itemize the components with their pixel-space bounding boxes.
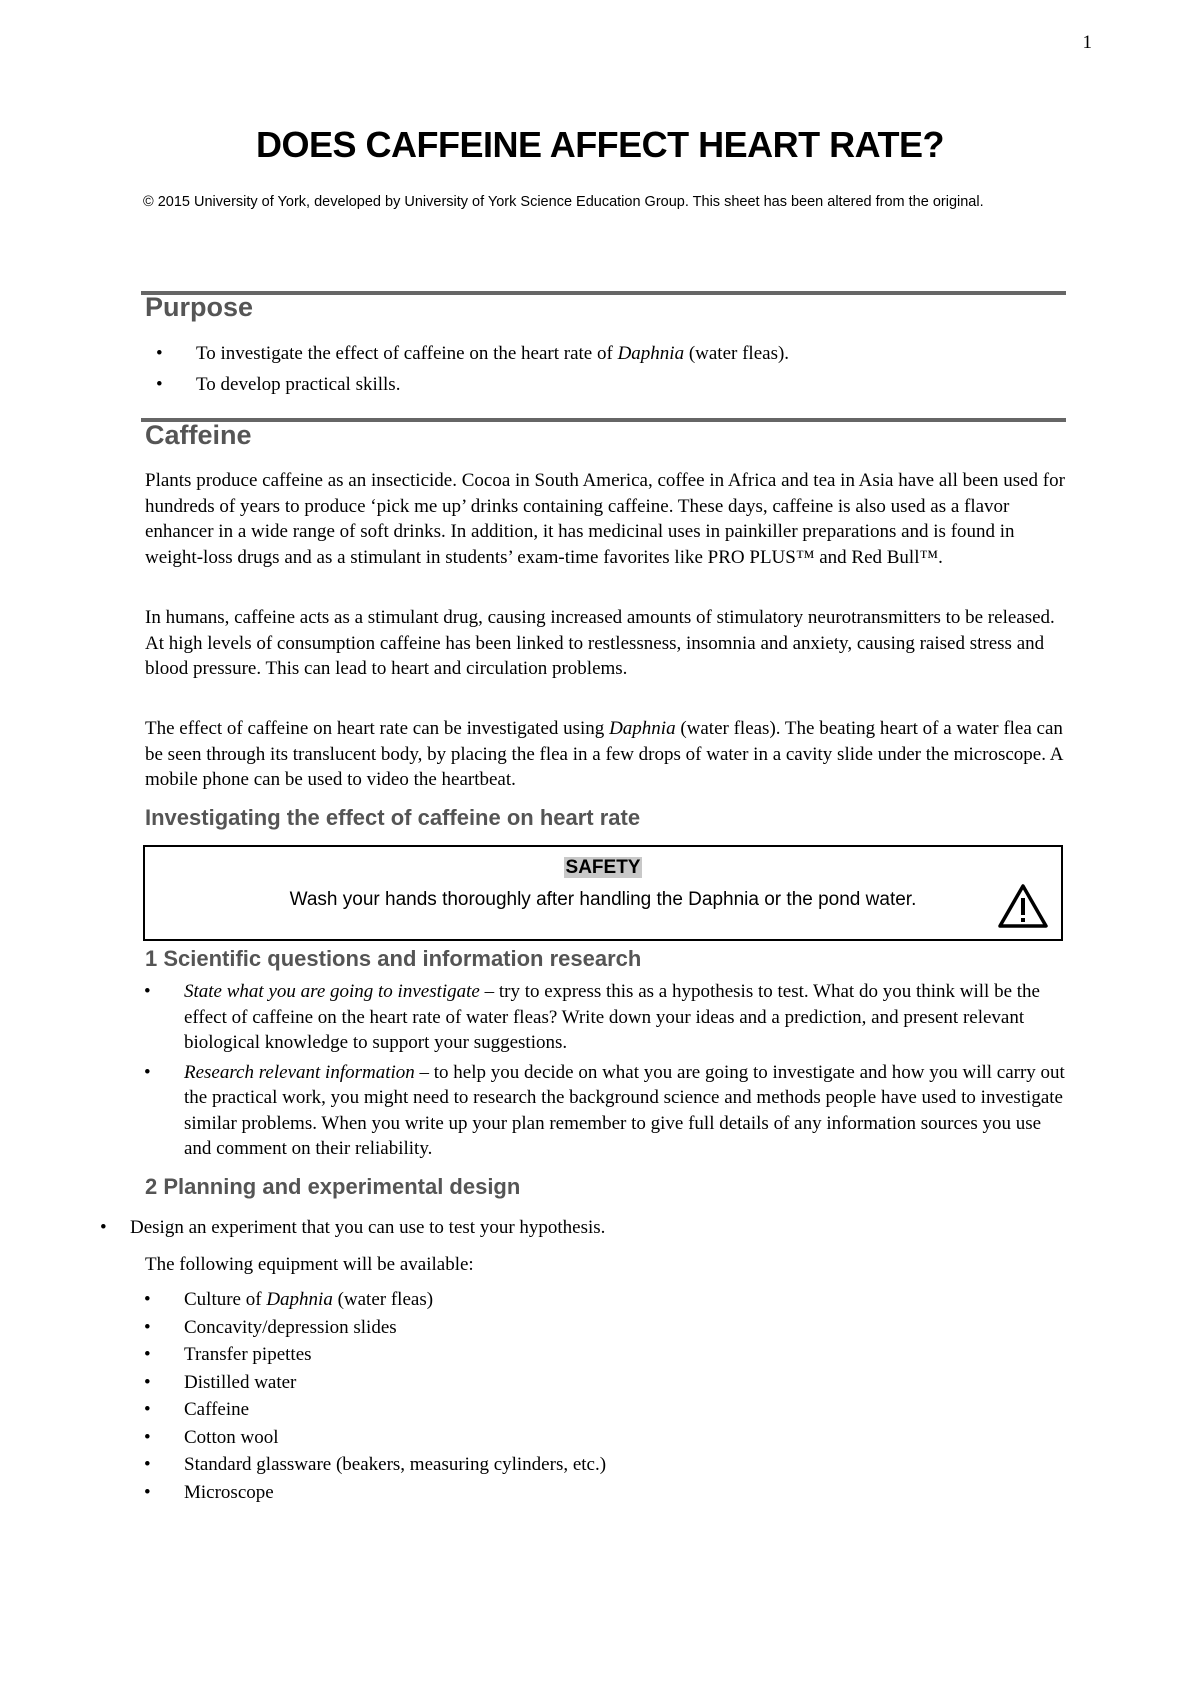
- safety-text: Wash your hands thoroughly after handling the Daphnia or the pond water.: [289, 889, 917, 910]
- warning-triangle-icon: [997, 883, 1049, 929]
- caffeine-paragraph-1: Plants produce caffeine as an insecticide. Cocoa in South America, coffee in Africa and tea in Asia have all been used for hundreds of years to produce ‘pick me up’ drinks containing caffeine. These days, caffeine is also used as a flavor enhancer in a wide range of soft drinks. In addition, it has medicinal uses in painkiller preparations and is found in weight-loss drugs and as a stimulant in students’ exam-time favorites like PRO PLUS™ and Red Bull™.: [145, 470, 1065, 568]
- caffeine-paragraph-2: In humans, caffeine acts as a stimulant drug, causing increased amounts of stimulatory neurotransmitters to be released. At high levels of consumption caffeine has been linked to restlessness, insomnia and anxiety, causing raised stress and blood pressure. This can lead to heart and circulation problems.: [145, 607, 1055, 679]
- bullet-icon: •: [156, 373, 163, 395]
- purpose-item-text: To develop practical skills.: [196, 373, 401, 395]
- item-italic: State what you are going to investigate: [184, 981, 480, 1002]
- equipment-text: (water fleas): [332, 1289, 434, 1310]
- safety-title-text: SAFETY: [565, 857, 641, 878]
- copyright-notice: © 2015 University of York, developed by University of York Science Education Group. This sheet has been altered from the original.: [143, 194, 984, 210]
- equipment-text: Caffeine: [184, 1399, 250, 1420]
- bullet-icon: •: [144, 1454, 151, 1475]
- equipment-text: Cotton wool: [184, 1426, 279, 1448]
- paragraph-italic: Daphnia: [609, 718, 676, 739]
- equipment-item: [144, 1396, 1064, 1424]
- bullet-icon: •: [144, 1481, 151, 1503]
- equipment-item: [144, 1451, 1064, 1479]
- equipment-text: Standard glassware (beakers, measuring cylinders, etc.): [184, 1454, 607, 1475]
- section-1-item: [144, 979, 1069, 1056]
- design-list: [100, 1215, 1060, 1241]
- page-number: 1: [1082, 32, 1092, 53]
- bullet-icon: •: [144, 1289, 151, 1310]
- purpose-list: [156, 341, 1066, 397]
- purpose-item-text: To investigate the effect of caffeine on the heart rate of: [196, 343, 618, 364]
- design-item-text: Design an experiment that you can use to test your hypothesis.: [130, 1217, 606, 1238]
- item-text: – to help you decide on what you are going to investigate and how you will carry out the practical work, you might need to research the background science and methods people have used to investigate similar problems. When you write up your plan remember to give full details of any information sources you use and comment on their reliability.: [184, 1061, 1065, 1159]
- equipment-list: [144, 1286, 1064, 1506]
- section-divider: [141, 418, 1066, 422]
- equipment-item: [144, 1424, 1064, 1452]
- equipment-text: Transfer pipettes: [184, 1344, 312, 1365]
- equipment-text: Culture of: [184, 1289, 267, 1310]
- purpose-item: [156, 341, 1066, 367]
- purpose-heading: Purpose: [145, 292, 254, 322]
- bullet-icon: •: [144, 1399, 151, 1420]
- equipment-italic: Daphnia: [266, 1289, 333, 1310]
- safety-title: [145, 857, 1061, 879]
- equipment-item: [144, 1286, 1064, 1314]
- paragraph-text: (water fleas). The beating heart of a water flea can be seen through its translucent body, by placing the flea in a few drops of water in a cavity slide under the microscope. A mobile phone can be used to video the heartbeat.: [145, 718, 1063, 790]
- section-1-heading: 1 Scientific questions and information research: [145, 946, 642, 971]
- bullet-icon: •: [100, 1217, 107, 1238]
- bullet-icon: •: [144, 1316, 151, 1338]
- purpose-item-italic: Daphnia: [617, 343, 685, 364]
- section-1-item: [144, 1060, 1069, 1162]
- equipment-text: Distilled water: [184, 1371, 297, 1393]
- equipment-text: Microscope: [184, 1481, 274, 1503]
- section-1-list: [144, 979, 1069, 1166]
- bullet-icon: •: [144, 1061, 151, 1083]
- equipment-intro: The following equipment will be available:: [145, 1254, 474, 1275]
- safety-box: [143, 845, 1063, 941]
- equipment-item: [144, 1314, 1064, 1342]
- caffeine-paragraph-3: [145, 716, 1070, 793]
- equipment-text: Concavity/depression slides: [184, 1316, 397, 1338]
- section-divider: [141, 291, 1066, 295]
- bullet-icon: •: [144, 1426, 151, 1448]
- paragraph-text: The effect of caffeine on heart rate can be investigated using: [145, 718, 610, 739]
- equipment-item: [144, 1479, 1064, 1507]
- equipment-item: [144, 1369, 1064, 1397]
- design-item: [100, 1215, 1060, 1241]
- investigating-heading: Investigating the effect of caffeine on heart rate: [145, 805, 641, 830]
- bullet-icon: •: [156, 343, 163, 364]
- equipment-item: [144, 1341, 1064, 1369]
- bullet-icon: •: [144, 981, 151, 1002]
- purpose-item-text: (water fleas).: [684, 343, 790, 364]
- bullet-icon: •: [144, 1344, 151, 1365]
- item-text: – try to express this as a hypothesis to test. What do you think will be the effect of caffeine on the heart rate of water fleas? Write down your ideas and a prediction, and present relevant biological knowledge to support your suggestions.: [184, 981, 1040, 1053]
- item-italic: Research relevant information: [184, 1061, 415, 1083]
- document-title: DOES CAFFEINE AFFECT HEART RATE?: [256, 124, 944, 165]
- bullet-icon: •: [144, 1371, 151, 1393]
- caffeine-heading: Caffeine: [145, 420, 252, 450]
- purpose-item: [156, 372, 1066, 398]
- section-2-heading: 2 Planning and experimental design: [145, 1174, 521, 1199]
